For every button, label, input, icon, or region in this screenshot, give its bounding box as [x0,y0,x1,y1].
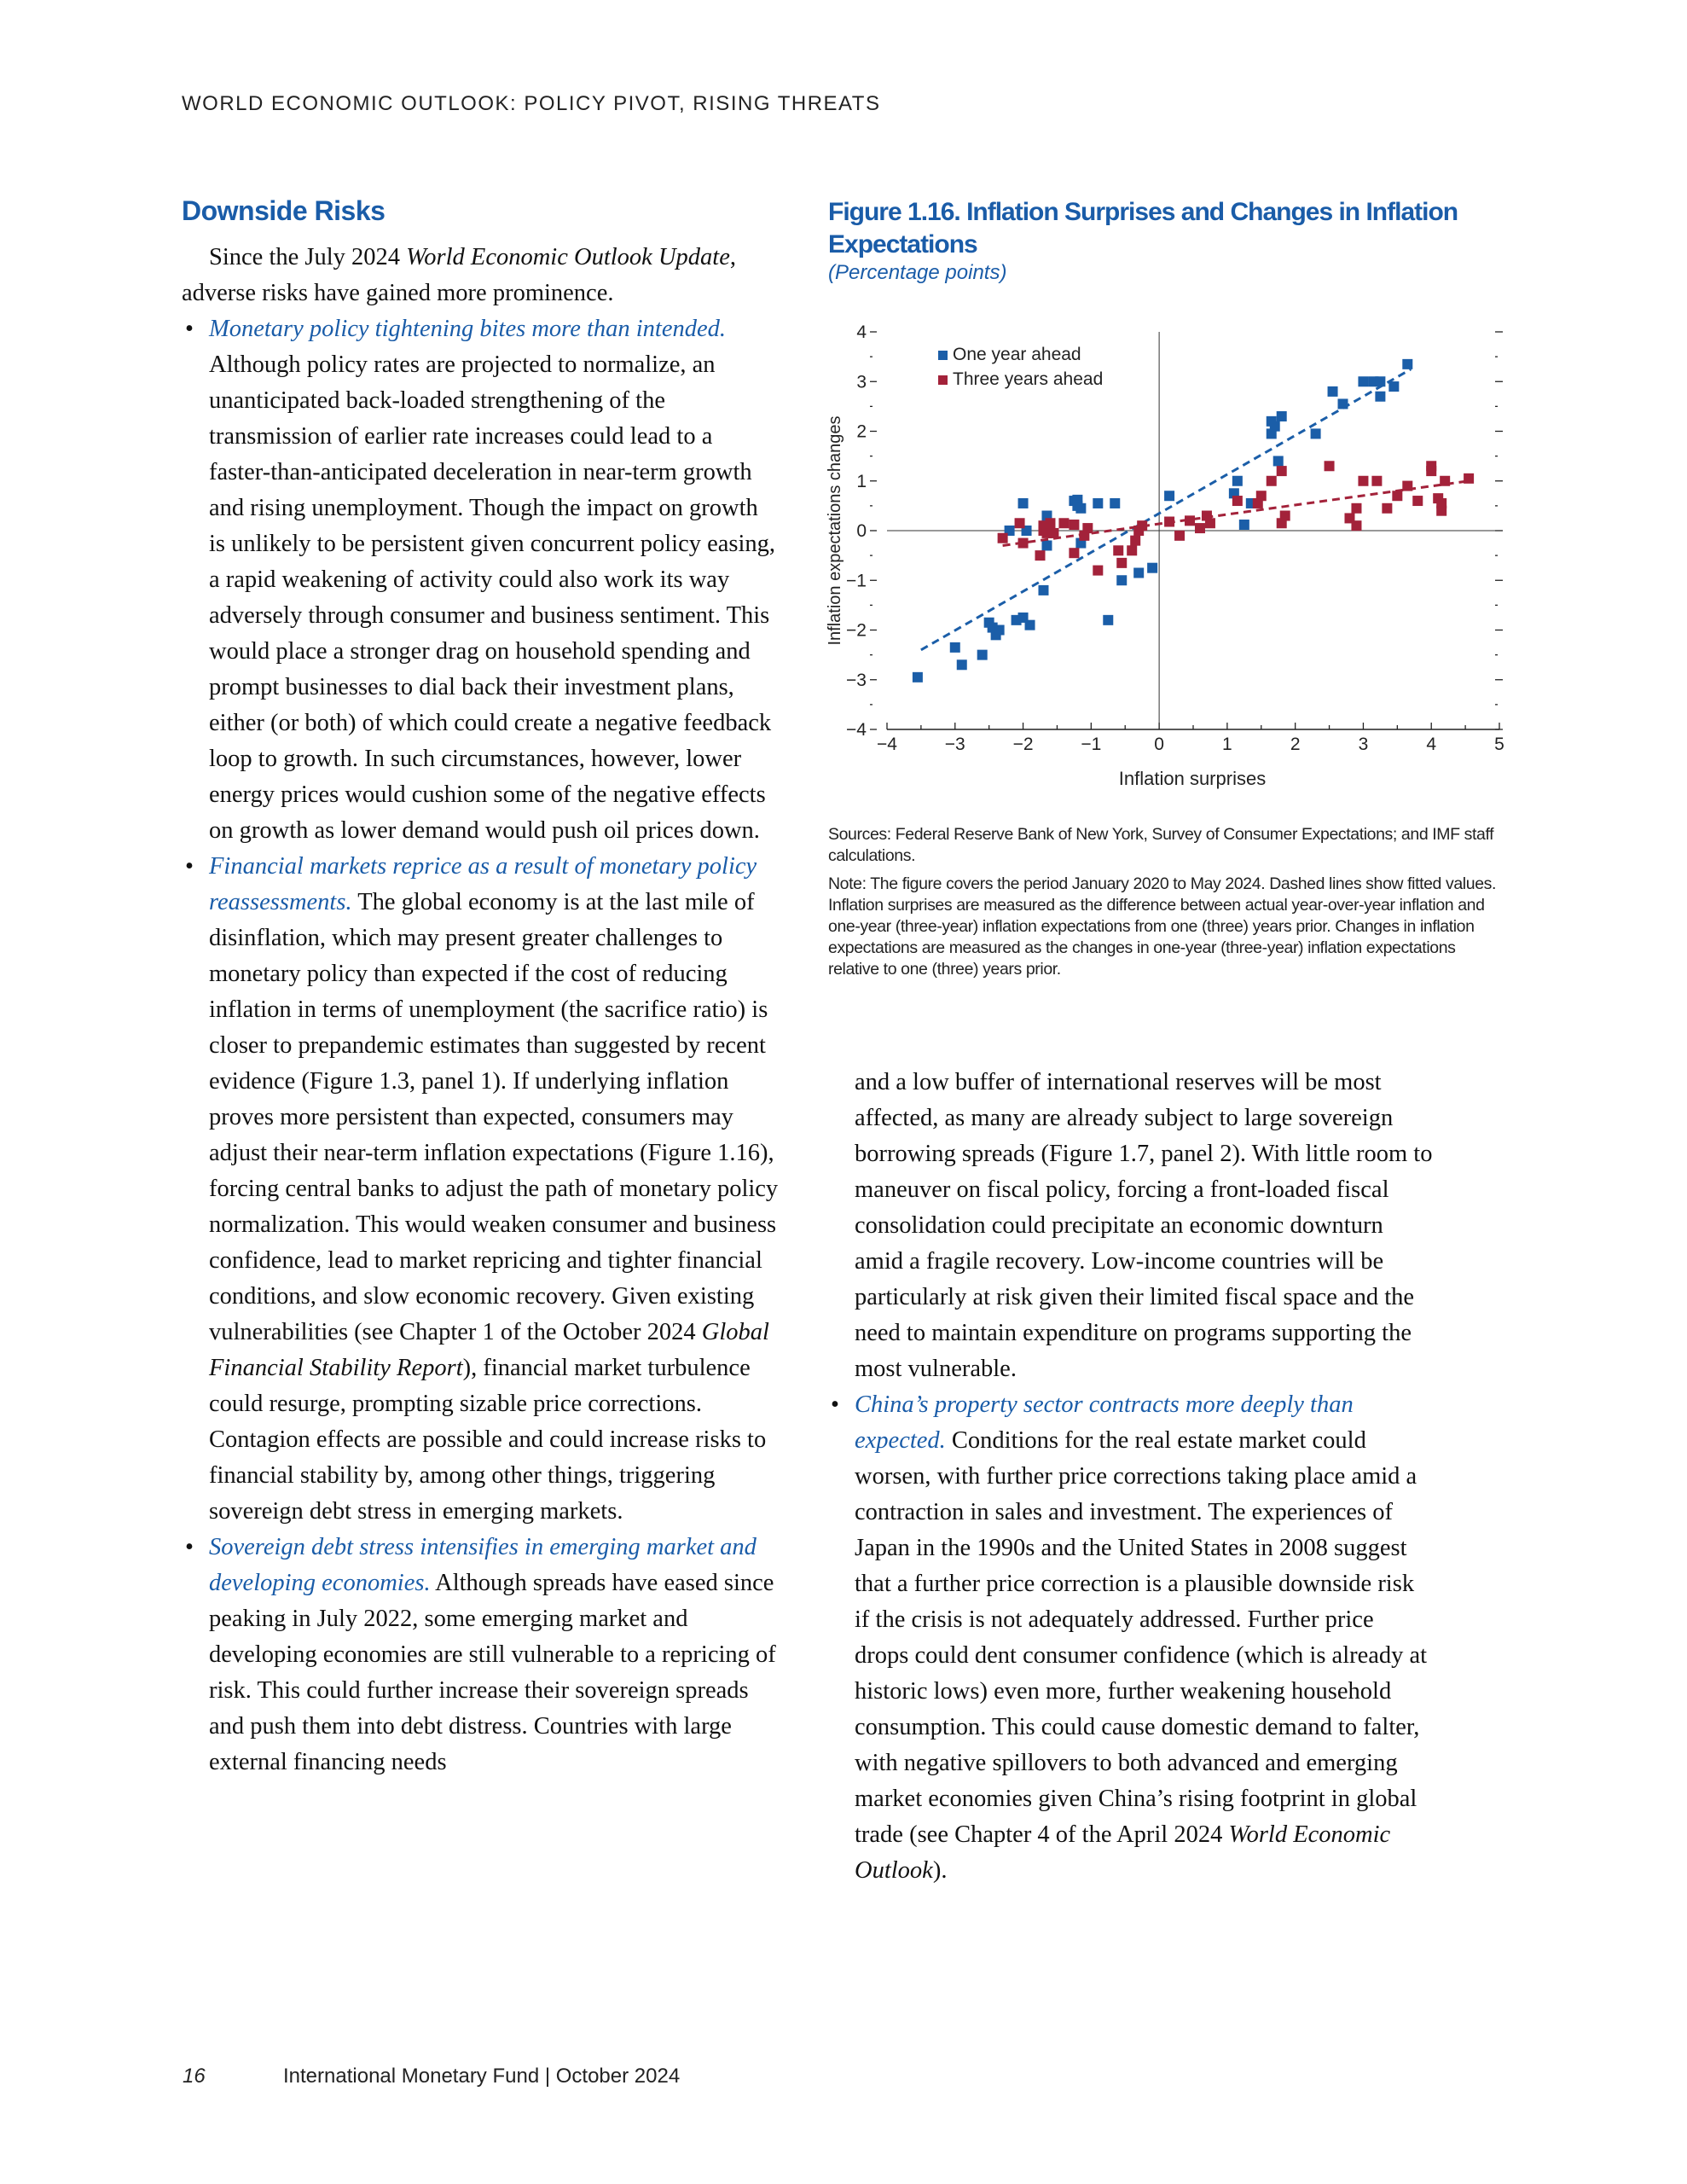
bullet-text-end: ), financial market turbulence could resurge, prompting sizable price corrections. Contagion effects are possible and could increase risks to financial stability by, among other things, triggering sovereign debt stress in emerging markets. [209,1355,767,1525]
one-year-point [1358,376,1368,386]
one-year-point [957,659,967,670]
x-tick-label: −1 [1081,735,1102,754]
one-year-point [1328,386,1338,397]
x-tick-label: 3 [1358,735,1369,754]
bullet-text-end: ). [932,1857,948,1884]
three-years-point [1205,518,1215,528]
intro-italic: World Economic Outlook Update [406,244,730,270]
one-year-point [1093,498,1103,508]
three-years-point [1082,523,1093,533]
y-tick-label: −2 [846,620,867,641]
figure-subtitle: (Percentage points) [828,261,1007,284]
one-year-point [1232,476,1243,486]
y-tick-label: 4 [856,322,867,342]
one-year-point [1388,381,1399,392]
y-tick-label: 1 [856,471,867,491]
three-years-point [1174,531,1185,541]
three-years-point [1232,496,1243,506]
y-axis-label: Inflation expectations changes [826,415,844,646]
y-tick-label: −1 [846,571,867,591]
bullet-icon: • [185,853,194,880]
three-years-point [1351,503,1361,514]
one-year-point [1025,620,1035,630]
three-years-point [1130,536,1140,546]
y-tick-label: 0 [856,521,867,541]
bullet-item [182,849,779,1530]
bullet-lead: Financial markets reprice as a result of monetary policy reassessments. [209,853,757,915]
three-years-point [1412,496,1423,506]
three-years-point [1426,466,1436,476]
three-years-point [1280,511,1290,521]
legend-label-three-years: Three years ahead [953,369,1104,389]
three-years-point [1267,476,1277,486]
x-tick-label: 4 [1426,735,1437,754]
one-year-point [1375,376,1385,386]
y-tick-label: 2 [856,421,867,442]
three-years-point [1069,548,1079,558]
three-years-point [1127,545,1137,555]
one-year-point [1273,456,1284,466]
x-axis-label: Inflation surprises [1118,768,1267,789]
one-year-point [1110,498,1120,508]
y-tick-label: −3 [846,670,867,690]
one-year-point [1075,503,1086,514]
y-tick-label: 3 [856,372,867,392]
figure-note: Note: The figure covers the period January 2020 to May 2024. Dashed lines show fitted values. Inflation surprises are measured as the difference between actual year-over-year inflation and one-year (three-year) inflation expectations from one (three) years prior. Changes in inflation expectations are measured as the changes in one-year (three-year) inflation expectations relative to one (three) years prior. [828,874,1497,979]
x-tick-label: 1 [1222,735,1232,754]
three-years-point [1015,518,1025,528]
three-years-point [1256,491,1267,501]
one-year-point [1116,575,1127,585]
three-years-point [1277,466,1287,476]
one-year-point [1041,540,1052,550]
x-tick-label: 5 [1494,735,1504,754]
bullet-text: Although policy rates are projected to normalize, an unanticipated back-loaded strengthening of the transmission of earlier rate increases could lead to a faster-than-anticipated deceleration in near-term growth and rising unemployment. Though the impact on growth is unlikely to be persistent given concurrent policy easing, a rapid weakening of activity could also work its way adversely through consumer and business sentiment. This would place a stronger drag on household spending and prompt businesses to dial back their investment plans, either (or both) of which could create a negative feedback loop to growth. In such circumstances, however, lower energy prices would cushion some of the negative effects on growth as lower demand would push oil prices down. [209,351,776,844]
section-title: Downside Risks [182,195,386,226]
x-tick-label: 2 [1290,735,1301,754]
scatter-chart [819,307,1518,802]
x-tick-label: −2 [1012,735,1034,754]
three-years-point [1093,566,1103,576]
three-years-point [1069,520,1079,530]
figure-notes [828,824,1510,987]
three-years-point [1358,476,1368,486]
bullet-lead: Sovereign debt stress intensifies in emerging market and developing economies. [209,1534,757,1596]
three-years-point [1116,558,1127,568]
bullet-icon: • [831,1391,839,1418]
one-year-point [977,650,988,660]
y-tick-label: −4 [846,720,867,740]
one-year-point [994,625,1005,636]
legend-swatch-one-year [938,351,948,360]
bullet-text: Conditions for the real estate market could worsen, with further price corrections taking place amid a contraction in sales and investment. The experiences of Japan in the 1990s and the United States in 2008 suggest that a further price correction is a plausible downside risk if the crisis is not adequately addressed. Further price drops could dent consumer confidence (which is already at historic lows) even more, further weakening household consumption. This could cause domestic demand to falter, with negative spillovers to both advanced and emerging market economies given China’s rising footprint in global trade (see Chapter 4 of the April 2024 [855,1427,1428,1848]
one-year-point [1277,411,1287,421]
one-year-fit-line [921,369,1411,650]
figure-title: Figure 1.16. Inflation Surprises and Changes in Inflation Expectations [828,198,1458,258]
x-tick-label: 0 [1154,735,1164,754]
intro-text: Since the July 2024 [209,244,407,270]
one-year-point [913,672,923,682]
bullet-icon: • [185,1534,194,1560]
three-years-point [1392,491,1402,501]
three-years-point [1113,545,1123,555]
legend [938,345,1103,389]
three-years-point [1351,520,1361,531]
three-years-point [1058,518,1069,528]
bullet-continuation: and a low buffer of international reserves will be most affected, as many are already subject to large sovereign borrowing spreads (Figure 1.7, panel 2). With little room to maneuver on fiscal policy, forcing a front-loaded fiscal consolidation could precipitate an economic downturn amid a fragile recovery. Low-income countries will be particularly at risk given their limited fiscal space and the need to maintain expenditure on programs supporting the most vulnerable. [855,1069,1433,1382]
bullet-lead: Monetary policy tightening bites more than intended. [209,316,727,342]
one-year-point [1375,392,1385,402]
one-year-point [950,642,960,653]
three-years-point [1325,461,1335,471]
legend-swatch-three-years [938,375,948,385]
one-year-point [1164,491,1174,501]
one-year-point [1103,615,1113,625]
page-number: 16 [183,2065,206,2088]
one-year-point [1038,585,1048,595]
three-years-point [1035,550,1046,561]
one-year-point [1239,520,1249,530]
running-head: WORLD ECONOMIC OUTLOOK: POLICY PIVOT, RISING THREATS [182,92,881,115]
bullet-item [827,1387,1433,1889]
bullet-item [182,311,779,849]
x-tick-label: −3 [944,735,965,754]
bullet-lead: China’s property sector contracts more deeply than expected. [855,1391,1354,1454]
one-year-point [1133,568,1144,578]
bullet-italic: World Economic Outlook [855,1821,1391,1884]
one-year-point [1147,563,1157,573]
one-year-point [1018,498,1029,508]
footer-publisher: International Monetary Fund | October 2024 [283,2065,681,2088]
intro-paragraph [182,240,779,311]
three-years-point [1371,476,1382,486]
data-points [913,359,1474,682]
bullet-text: Although spreads have eased since peaking in July 2022, some emerging market and developing economies are still vulnerable to a repricing of risk. This could further increase their sovereign spreads and push them into debt distress. Countries with large external financing needs [209,1570,776,1775]
one-year-point [1270,421,1280,432]
bullet-text: The global economy is at the last mile of disinflation, which may present greater challenges to monetary policy than expected if the cost of reducing inflation in terms of unemployment (the sacrifice ratio) is closer to prepandemic estimates than suggested by recent evidence (Figure 1.3, panel 1). If underlying inflation proves more persistent than expected, consumers may adjust their near-term inflation expectations (Figure 1.16), forcing central banks to adjust the path of monetary policy normalization. This would weaken consumer and business confidence, lead to market repricing and tighter financial conditions, and slow economic recovery. Given existing vulnerabilities (see Chapter 1 of the October 2024 [209,889,779,1345]
one-year-point [1311,428,1321,439]
left-column [182,194,779,1780]
three-years-point [998,533,1008,543]
three-years-point [1382,503,1392,514]
three-years-point [1045,518,1055,528]
intro-text-end: , adverse risks have gained more prominence. [182,244,736,306]
right-column [827,1065,1433,1889]
bullet-item [182,1530,779,1780]
x-tick-label: −4 [877,735,897,754]
three-years-point [1195,523,1205,533]
bullet-italic: Global Financial Stability Report [209,1319,769,1381]
bullet-icon: • [185,316,194,342]
three-years-point [1436,498,1446,508]
figure-sources: Sources: Federal Reserve Bank of New York, Survey of Consumer Expectations; and IMF staff calculations. [828,825,1494,865]
one-year-point [1402,359,1412,369]
legend-label-one-year: One year ahead [953,345,1081,364]
